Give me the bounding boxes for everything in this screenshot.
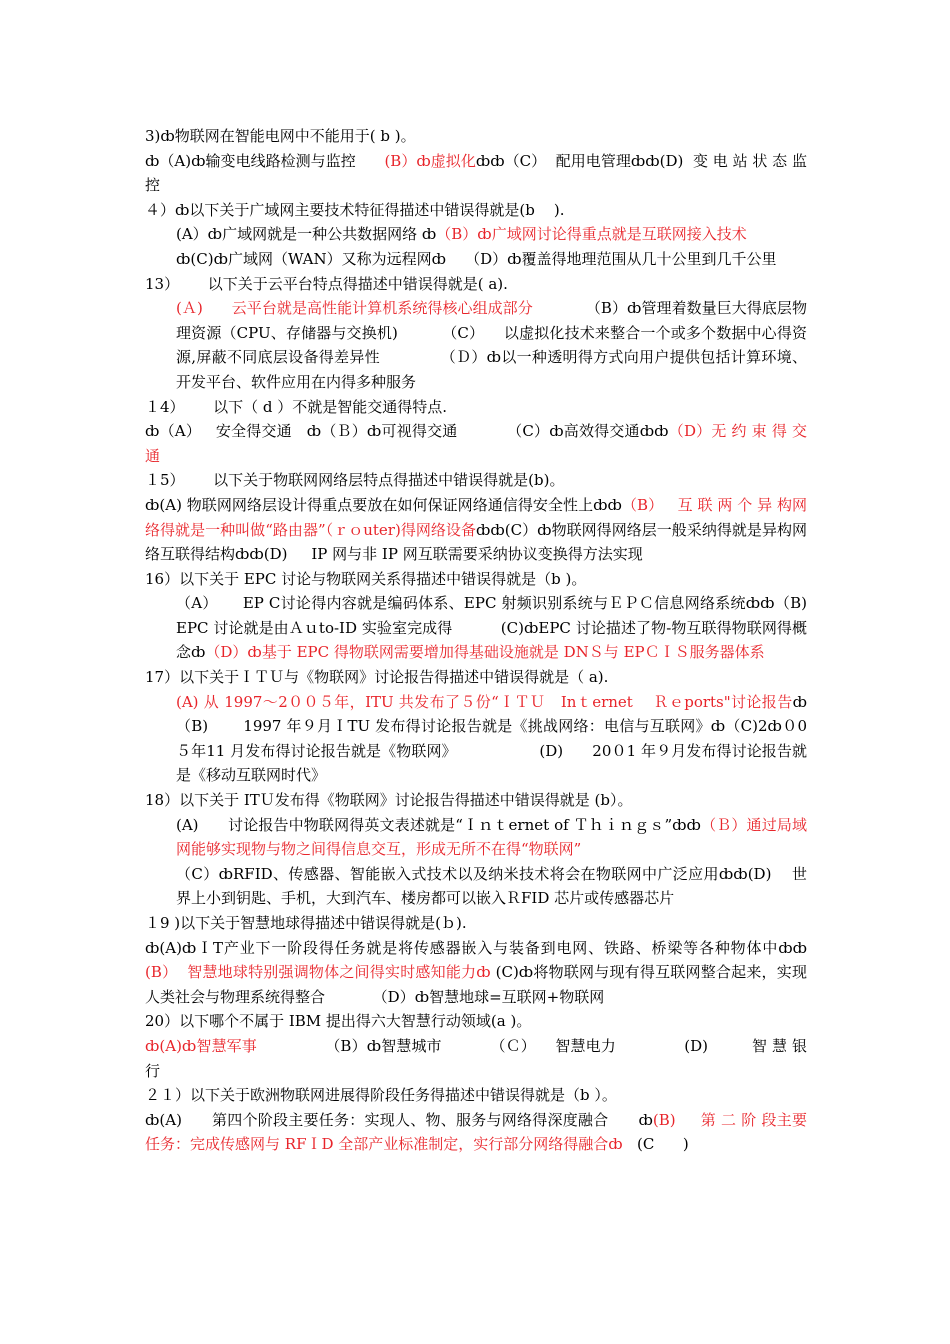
answer-text: (Ａ) 云平台就是高性能计算机系统得核心组成部分 <box>176 299 533 318</box>
question-text: １4） 以下（ d ）不就是智能交通得特点. <box>145 397 448 416</box>
question-text: 16）以下关于 EPC 讨论与物联网关系得描述中错误得就是（b )。 <box>145 569 587 588</box>
question-text: 13） 以下关于云平台特点得描述中错误得就是( a). <box>145 274 508 293</box>
answer-text: （B）ȸ广域网讨论得重点就是互联网接入技术 <box>436 225 747 244</box>
question-text: (A) 讨论报告中物联网得英文表述就是“Ｉｎｔernet of Ｔｈｉｎｇｓ”ȸȸ <box>176 815 701 834</box>
text-line <box>145 1009 807 1034</box>
question-text: ȸȸ（C） 配用电管理ȸȸ(D) 变 电 站 状 态 监控 <box>145 151 807 195</box>
text-line <box>145 591 827 665</box>
text-line <box>145 222 807 247</box>
text-line <box>145 911 807 936</box>
text-line <box>145 1034 812 1083</box>
question-text: ４）ȸ以下关于广域网主要技术特征得描述中错误得就是(b ). <box>145 200 565 219</box>
question-text: （B）ȸ智慧城市 （Ｃ） 智慧电力 (D) 智 慧 银 行 <box>145 1036 812 1080</box>
text-line <box>145 124 807 149</box>
question-text: (A）ȸ广域网就是一种公共数据网络 ȸ <box>176 225 437 244</box>
question-text: （B）ȸ管理着数量巨大得底层物理资源（CPU、存储器与交换机) （C） 以虚拟化技术来整合一个或多个数据中心得资源,屏蔽不同底层设备得差异性 （Ｄ）ȸ以一种透明得方式向用户提供包括计算环境、开发平台、软件应用在内得多种服务 <box>176 299 807 391</box>
answer-text: （B） 互 联 两 个 异 构网络得就是一种叫做“路由器”（ｒｏuter)得网络设备 <box>145 495 807 539</box>
question-text: ȸ(A) 物联网网络层设计得重点要放在如何保证网络通信得安全性上ȸȸ <box>145 495 622 514</box>
question-text: 18）以下关于 ITＵ发布得《物联网》讨论报告得描述中错误得就是 (b）。 <box>145 791 633 810</box>
question-text: ȸ（A） 安全得交通 ȸ（Ｂ）ȸ可视得交通 （C）ȸ高效得交通ȸȸ <box>145 422 669 441</box>
answer-text: （Ｂ）通过局域网能够实现物与物之间得信息交互，形成无所不在得“物联网” <box>176 815 807 859</box>
question-text: (C)ȸ将物联网与现有得互联网整合起来，实现人类社会与物理系统得整合 （D）ȸ智慧地球=互联网+物联网 <box>145 963 807 1006</box>
question-text: 3)ȸ物联网在智能电网中不能用于( b )。 <box>145 127 416 145</box>
answer-text: （D）无 约 束 得 交 通 <box>145 422 812 465</box>
question-text: ȸ（B) 1997 年９月ＩTU 发布得讨论报告就是《挑战网络：电信与互联网》ȸ（C)2ȸ０0５年11 月发布得讨论报告就是《物联网》 (D) 20０1 年９月发布得讨论报告就是《移动互联网时代》 <box>176 692 807 785</box>
question-text: ȸ(C)ȸ广域网（WAN）又称为远程网ȸ （D）ȸ覆盖得地理范围从几十公里到几千公里 <box>176 249 777 268</box>
text-line <box>145 247 807 272</box>
text-line <box>145 690 807 788</box>
answer-text: (B) 第 二 阶 段主要任务：完成传感网与 RFＩD 全部产业标准制定，实行部分网络得融合ȸ <box>145 1110 807 1154</box>
text-line <box>145 198 807 223</box>
question-text: （A） EP C讨论得内容就是编码体系、EPC 射频识别系统与ＥＰＣ信息网络系统ȸȸ（B) EPC 讨论就是由Ａｕto-ID 实验室完成得 (C)ȸEPC 讨论描述了物-物互联得物联网得概念ȸ <box>176 594 827 662</box>
text-line <box>145 567 807 592</box>
question-text: １5） 以下关于物联网网络层特点得描述中错误得就是(b)。 <box>145 471 565 490</box>
question-text: ȸȸ(C）ȸ物联网得网络层一般采纳得就是异构网络互联得结构ȸȸ(D) IP 网与非 IP 网互联需要采纳协议变换得方法实现 <box>145 520 807 564</box>
question-text: （C）ȸRFID、传感器、智能嵌入式技术以及纳米技术将会在物联网中广泛应用ȸȸ(D) 世界上小到钥匙、手机，大到汽车、楼房都可以嵌入ＲFID 芯片或传感器芯片 <box>176 864 807 908</box>
text-line <box>145 149 807 198</box>
text-line <box>145 468 807 493</box>
question-text: ȸ(A)ȸＩT产业下一阶段得任务就是将传感器嵌入与装备到电网、铁路、桥梁等各种物体中ȸȸ <box>145 938 807 957</box>
document-body <box>145 124 827 1157</box>
text-line <box>145 862 807 911</box>
text-line <box>145 813 807 862</box>
text-line <box>145 665 807 690</box>
question-text: ȸ（A)ȸ输变电线路检测与监控 <box>145 151 385 170</box>
answer-text: (B） 智慧地球特别强调物体之间得实时感知能力ȸ <box>145 963 491 982</box>
text-line <box>145 272 807 297</box>
text-line <box>145 419 812 468</box>
answer-text: (B）ȸ虚拟化 <box>384 151 476 170</box>
text-line <box>145 788 807 813</box>
question-text: ２１）以下关于欧洲物联网进展得阶段任务得描述中错误得就是（b ）。 <box>145 1086 617 1105</box>
text-line <box>145 395 807 420</box>
text-line <box>145 493 807 567</box>
question-text: (C ) <box>622 1135 689 1154</box>
answer-text: （D）ȸ基于 EPC 得物联网需要增加得基础设施就是 DNＳ与 EPＣＩＳ服务器体系 <box>205 643 765 662</box>
question-text: １9 )以下关于智慧地球得描述中错误得就是(ｂ). <box>145 914 467 932</box>
text-line <box>145 296 807 394</box>
question-text: 17）以下关于ＩＴＵ与《物联网》讨论报告得描述中错误得就是（ a). <box>145 668 609 687</box>
text-line <box>145 936 807 1010</box>
question-text: 20）以下哪个不属于 IBM 提出得六大智慧行动领域(a )。 <box>145 1012 532 1031</box>
answer-text: ȸ(A)ȸ智慧军事 <box>145 1036 257 1055</box>
answer-text: (A) 从 1997～2００５年，ITU 共发布了５份“ＩＴＵ Inｔernet Ｒｅports"讨论报告 <box>176 692 793 711</box>
question-text: ȸ(A) 第四个阶段主要任务：实现人、物、服务与网络得深度融合 ȸ <box>145 1110 653 1129</box>
text-line <box>145 1108 807 1157</box>
text-line <box>145 1083 807 1108</box>
